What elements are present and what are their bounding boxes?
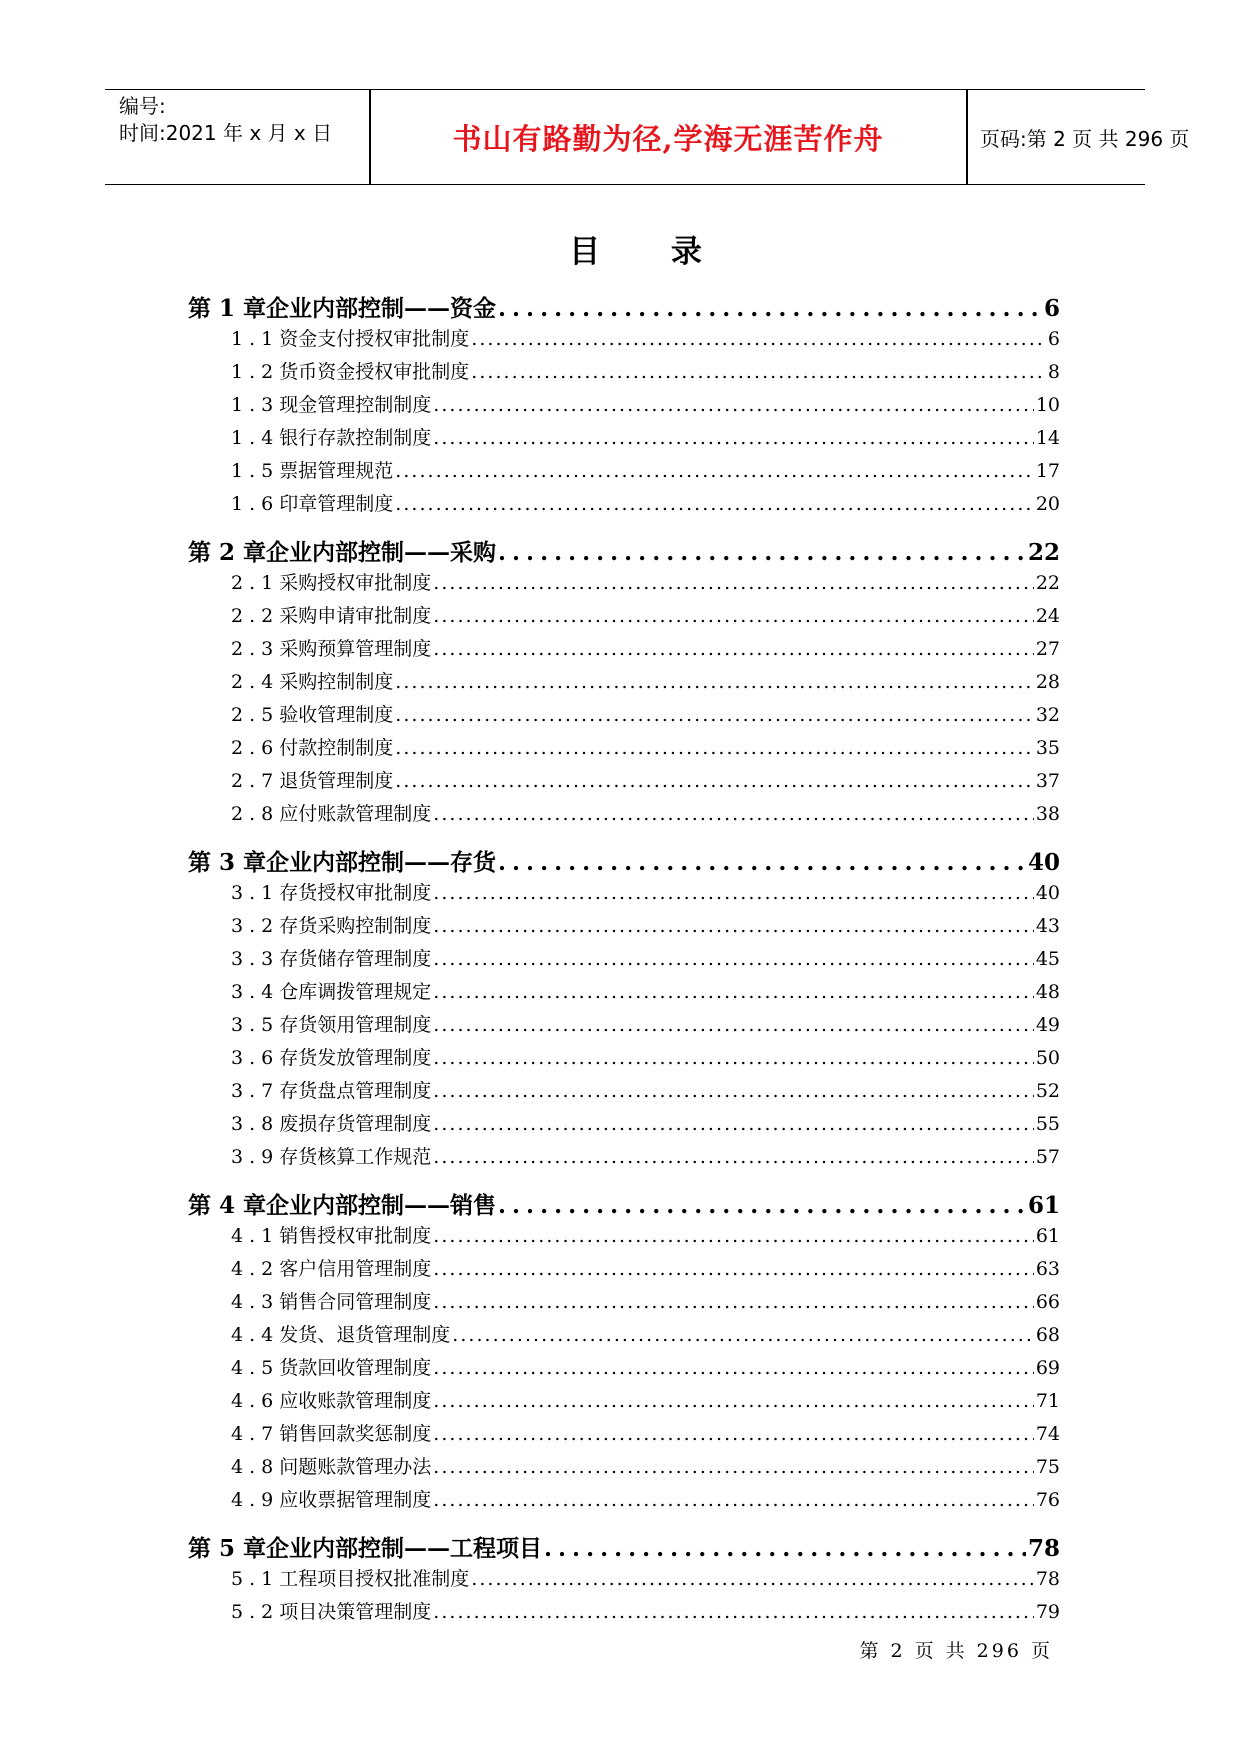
toc-section-title: 发货、退货管理制度 xyxy=(279,1324,451,1346)
toc-section-number: 2.1 xyxy=(231,572,280,594)
toc-section-page: 66 xyxy=(1035,1291,1060,1313)
toc-section-page: 69 xyxy=(1035,1357,1060,1379)
toc-section-entry[interactable] xyxy=(188,1353,1060,1386)
toc-chapter-title: 企业内部控制——资金 xyxy=(266,295,497,322)
toc-leader-dots xyxy=(433,1291,1034,1313)
toc-section-number: 1.4 xyxy=(231,427,280,449)
toc-chapter-entry[interactable] xyxy=(188,1187,1060,1221)
toc-leader-dots xyxy=(433,394,1034,416)
toc-section-page: 35 xyxy=(1035,737,1060,759)
toc-section-number: 1.1 xyxy=(231,328,280,350)
toc-section-page: 74 xyxy=(1035,1423,1060,1445)
toc-section-title: 存货领用管理制度 xyxy=(279,1014,432,1036)
toc-section-title: 存货核算工作规范 xyxy=(279,1146,432,1168)
toc-section-entry[interactable] xyxy=(188,1076,1060,1109)
toc-chapter-page: 40 xyxy=(1027,849,1060,876)
toc-section-page: 32 xyxy=(1035,704,1060,726)
toc-section-page: 24 xyxy=(1035,605,1060,627)
toc-chapter-entry[interactable] xyxy=(188,1530,1060,1564)
toc-leader-dots xyxy=(544,1535,1026,1562)
toc-section-page: 63 xyxy=(1035,1258,1060,1280)
toc-section-number: 3.8 xyxy=(231,1113,280,1135)
toc-section-title: 资金支付授权审批制度 xyxy=(279,328,470,350)
toc-section-page: 14 xyxy=(1035,427,1060,449)
toc-leader-dots xyxy=(433,1423,1034,1445)
toc-chapter-title: 企业内部控制——销售 xyxy=(266,1192,497,1219)
toc-section-page: 20 xyxy=(1035,493,1060,515)
toc-section-entry[interactable] xyxy=(188,456,1060,489)
toc-leader-dots xyxy=(395,460,1034,482)
toc-section-number: 4.1 xyxy=(231,1225,280,1247)
toc-leader-dots xyxy=(395,770,1034,792)
toc-chapter-entry[interactable] xyxy=(188,534,1060,568)
toc-section-page: 57 xyxy=(1035,1146,1060,1168)
toc-section-entry[interactable] xyxy=(188,1010,1060,1043)
header-motto-cell xyxy=(370,90,966,184)
toc-section-title: 问题账款管理办法 xyxy=(279,1456,432,1478)
toc-section-entry[interactable] xyxy=(188,1287,1060,1320)
toc-section-page: 43 xyxy=(1035,915,1060,937)
toc-leader-dots xyxy=(395,737,1034,759)
toc-leader-dots xyxy=(395,493,1034,515)
toc-section-page: 48 xyxy=(1035,981,1060,1003)
toc-section-entry[interactable] xyxy=(188,324,1060,357)
toc-section-number: 4.9 xyxy=(231,1489,280,1511)
toc-section-number: 2.3 xyxy=(231,638,280,660)
toc-leader-dots xyxy=(433,1357,1034,1379)
toc-section-number: 3.6 xyxy=(231,1047,280,1069)
toc-section-number: 3.9 xyxy=(231,1146,280,1168)
toc-section-number: 2.4 xyxy=(231,671,280,693)
table-of-contents xyxy=(188,290,1060,1630)
toc-section-title: 票据管理规范 xyxy=(279,460,394,482)
toc-leader-dots xyxy=(433,1047,1034,1069)
toc-chapter-number: 第 1 章 xyxy=(188,295,267,322)
toc-section-entry[interactable] xyxy=(188,1564,1060,1597)
toc-chapter-title: 企业内部控制——存货 xyxy=(266,849,497,876)
toc-leader-dots xyxy=(498,295,1042,322)
toc-section-title: 销售回款奖惩制度 xyxy=(279,1423,432,1445)
document-header xyxy=(105,89,1190,185)
toc-leader-dots xyxy=(471,361,1046,383)
toc-section-page: 27 xyxy=(1035,638,1060,660)
toc-section-page: 49 xyxy=(1035,1014,1060,1036)
toc-leader-dots xyxy=(433,1113,1034,1135)
toc-section-entry[interactable] xyxy=(188,1419,1060,1452)
toc-leader-dots xyxy=(395,671,1034,693)
toc-section-page: 55 xyxy=(1035,1113,1060,1135)
toc-section-entry[interactable] xyxy=(188,601,1060,634)
page-footer: 第 2 页 共 296 页 xyxy=(859,1640,1053,1662)
toc-chapter-page: 22 xyxy=(1027,539,1060,566)
toc-section-number: 4.7 xyxy=(231,1423,280,1445)
toc-leader-dots xyxy=(498,539,1026,566)
toc-section-number: 3.1 xyxy=(231,882,280,904)
toc-section-number: 3.4 xyxy=(231,981,280,1003)
toc-leader-dots xyxy=(498,1192,1026,1219)
toc-section-title: 销售授权审批制度 xyxy=(279,1225,432,1247)
toc-section-page: 6 xyxy=(1047,328,1060,350)
toc-leader-dots xyxy=(433,1489,1034,1511)
toc-section-entry[interactable] xyxy=(188,634,1060,667)
toc-section-entry[interactable] xyxy=(188,423,1060,456)
toc-leader-dots xyxy=(433,1014,1034,1036)
toc-section-page: 71 xyxy=(1035,1390,1060,1412)
toc-section-number: 4.3 xyxy=(231,1291,280,1313)
toc-chapter-entry[interactable] xyxy=(188,844,1060,878)
toc-leader-dots xyxy=(433,572,1034,594)
toc-section-title: 存货采购控制制度 xyxy=(279,915,432,937)
toc-chapter-number: 第 3 章 xyxy=(188,849,267,876)
toc-section-page: 8 xyxy=(1047,361,1060,383)
header-motto: 书山有路勤为径,学海无涯苦作舟 xyxy=(452,121,884,156)
toc-section-entry[interactable] xyxy=(188,700,1060,733)
toc-chapter-page: 6 xyxy=(1043,295,1060,322)
toc-leader-dots xyxy=(452,1324,1034,1346)
toc-leader-dots xyxy=(433,1080,1034,1102)
toc-section-page: 38 xyxy=(1035,803,1060,825)
toc-section-number: 3.5 xyxy=(231,1014,280,1036)
toc-section-entry[interactable] xyxy=(188,667,1060,700)
toc-section-page: 68 xyxy=(1035,1324,1060,1346)
toc-section-entry[interactable] xyxy=(188,1452,1060,1485)
toc-section-entry[interactable] xyxy=(188,568,1060,601)
toc-section-number: 2.8 xyxy=(231,803,280,825)
toc-section-entry[interactable] xyxy=(188,357,1060,390)
toc-section-number: 4.5 xyxy=(231,1357,280,1379)
toc-section-page: 22 xyxy=(1035,572,1060,594)
toc-section-title: 存货储存管理制度 xyxy=(279,948,432,970)
toc-section-title: 应收票据管理制度 xyxy=(279,1489,432,1511)
toc-section-title: 采购控制制度 xyxy=(279,671,394,693)
toc-section-page: 37 xyxy=(1035,770,1060,792)
toc-section-number: 1.3 xyxy=(231,394,280,416)
toc-section-title: 采购申请审批制度 xyxy=(279,605,432,627)
toc-section-entry[interactable] xyxy=(188,944,1060,977)
toc-chapter-page: 78 xyxy=(1027,1535,1060,1562)
toc-section-title: 采购预算管理制度 xyxy=(279,638,432,660)
toc-chapter-number: 第 4 章 xyxy=(188,1192,267,1219)
document-time-label: 时间:2021 年 x 月 x 日 xyxy=(119,121,333,145)
toc-section-title: 存货盘点管理制度 xyxy=(279,1080,432,1102)
toc-section-number: 2.2 xyxy=(231,605,280,627)
toc-section-entry[interactable] xyxy=(188,1142,1060,1175)
toc-section-number: 4.2 xyxy=(231,1258,280,1280)
toc-section-entry[interactable] xyxy=(188,1043,1060,1076)
toc-section-title: 销售合同管理制度 xyxy=(279,1291,432,1313)
toc-leader-dots xyxy=(395,704,1034,726)
toc-section-title: 退货管理制度 xyxy=(279,770,394,792)
toc-section-page: 61 xyxy=(1035,1225,1060,1247)
header-meta-cell xyxy=(105,90,369,184)
toc-section-page: 75 xyxy=(1035,1456,1060,1478)
toc-section-title: 存货发放管理制度 xyxy=(279,1047,432,1069)
toc-leader-dots xyxy=(433,1258,1034,1280)
toc-section-entry[interactable] xyxy=(188,1254,1060,1287)
toc-section-page: 78 xyxy=(1035,1568,1060,1590)
toc-section-title: 验收管理制度 xyxy=(279,704,394,726)
toc-section-number: 4.4 xyxy=(231,1324,280,1346)
toc-section-title: 客户信用管理制度 xyxy=(279,1258,432,1280)
toc-title: 目 录 xyxy=(569,234,732,270)
toc-section-title: 货款回收管理制度 xyxy=(279,1357,432,1379)
toc-leader-dots xyxy=(433,803,1034,825)
toc-section-title: 存货授权审批制度 xyxy=(279,882,432,904)
toc-section-number: 3.3 xyxy=(231,948,280,970)
toc-section-title: 付款控制制度 xyxy=(279,737,394,759)
toc-leader-dots xyxy=(433,882,1034,904)
toc-section-page: 28 xyxy=(1035,671,1060,693)
toc-section-number: 3.2 xyxy=(231,915,280,937)
toc-leader-dots xyxy=(471,1568,1034,1590)
toc-section-page: 40 xyxy=(1035,882,1060,904)
toc-section-page: 45 xyxy=(1035,948,1060,970)
toc-section-title: 仓库调拨管理规定 xyxy=(279,981,432,1003)
toc-section-entry[interactable] xyxy=(188,799,1060,832)
toc-section-title: 工程项目授权批准制度 xyxy=(279,1568,470,1590)
toc-section-page: 76 xyxy=(1035,1489,1060,1511)
toc-section-entry[interactable] xyxy=(188,1386,1060,1419)
toc-section-number: 1.6 xyxy=(231,493,280,515)
toc-chapter-page: 61 xyxy=(1027,1192,1060,1219)
toc-section-entry[interactable] xyxy=(188,1485,1060,1518)
toc-section-page: 17 xyxy=(1035,460,1060,482)
toc-leader-dots xyxy=(433,1601,1034,1623)
toc-section-entry[interactable] xyxy=(188,766,1060,799)
toc-section-title: 采购授权审批制度 xyxy=(279,572,432,594)
toc-chapter-title: 企业内部控制——采购 xyxy=(266,539,497,566)
header-page-info: 页码:第 2 页 共 296 页 xyxy=(980,126,1190,151)
toc-section-page: 10 xyxy=(1035,394,1060,416)
toc-chapter-number: 第 2 章 xyxy=(188,539,267,566)
toc-leader-dots xyxy=(498,849,1026,876)
toc-section-entry[interactable] xyxy=(188,1597,1060,1630)
toc-leader-dots xyxy=(433,1456,1034,1478)
toc-section-number: 1.5 xyxy=(231,460,280,482)
toc-chapter-number: 第 5 章 xyxy=(188,1535,267,1562)
toc-section-number: 5.1 xyxy=(231,1568,280,1590)
toc-section-number: 2.6 xyxy=(231,737,280,759)
toc-section-title: 废损存货管理制度 xyxy=(279,1113,432,1135)
toc-chapter-entry[interactable] xyxy=(188,290,1060,324)
toc-section-number: 3.7 xyxy=(231,1080,280,1102)
toc-section-entry[interactable] xyxy=(188,733,1060,766)
toc-section-title: 项目决策管理制度 xyxy=(279,1601,432,1623)
toc-section-entry[interactable] xyxy=(188,1109,1060,1142)
toc-section-entry[interactable] xyxy=(188,911,1060,944)
toc-leader-dots xyxy=(433,427,1034,449)
toc-section-title: 货币资金授权审批制度 xyxy=(279,361,470,383)
header-page-cell xyxy=(968,90,1190,184)
toc-leader-dots xyxy=(433,605,1034,627)
toc-leader-dots xyxy=(433,1390,1034,1412)
toc-section-page: 79 xyxy=(1035,1601,1060,1623)
toc-section-entry[interactable] xyxy=(188,1221,1060,1254)
toc-leader-dots xyxy=(471,328,1046,350)
toc-chapter-title: 企业内部控制——工程项目 xyxy=(266,1535,543,1562)
toc-section-number: 1.2 xyxy=(231,361,280,383)
toc-section-title: 应付账款管理制度 xyxy=(279,803,432,825)
toc-section-number: 2.5 xyxy=(231,704,280,726)
toc-section-title: 印章管理制度 xyxy=(279,493,394,515)
toc-section-entry[interactable] xyxy=(188,878,1060,911)
toc-leader-dots xyxy=(433,638,1034,660)
document-number-label: 编号: xyxy=(119,94,166,118)
toc-section-title: 现金管理控制制度 xyxy=(279,394,432,416)
toc-leader-dots xyxy=(433,1146,1034,1168)
toc-section-number: 5.2 xyxy=(231,1601,280,1623)
toc-leader-dots xyxy=(433,1225,1034,1247)
toc-section-title: 银行存款控制制度 xyxy=(279,427,432,449)
toc-leader-dots xyxy=(433,915,1034,937)
toc-section-number: 4.8 xyxy=(231,1456,280,1478)
toc-section-entry[interactable] xyxy=(188,977,1060,1010)
toc-section-entry[interactable] xyxy=(188,390,1060,423)
toc-leader-dots xyxy=(433,981,1034,1003)
toc-section-number: 2.7 xyxy=(231,770,280,792)
toc-section-title: 应收账款管理制度 xyxy=(279,1390,432,1412)
toc-section-entry[interactable] xyxy=(188,1320,1060,1353)
toc-leader-dots xyxy=(433,948,1034,970)
toc-section-page: 52 xyxy=(1035,1080,1060,1102)
toc-section-entry[interactable] xyxy=(188,489,1060,522)
toc-section-page: 50 xyxy=(1035,1047,1060,1069)
toc-section-number: 4.6 xyxy=(231,1390,280,1412)
